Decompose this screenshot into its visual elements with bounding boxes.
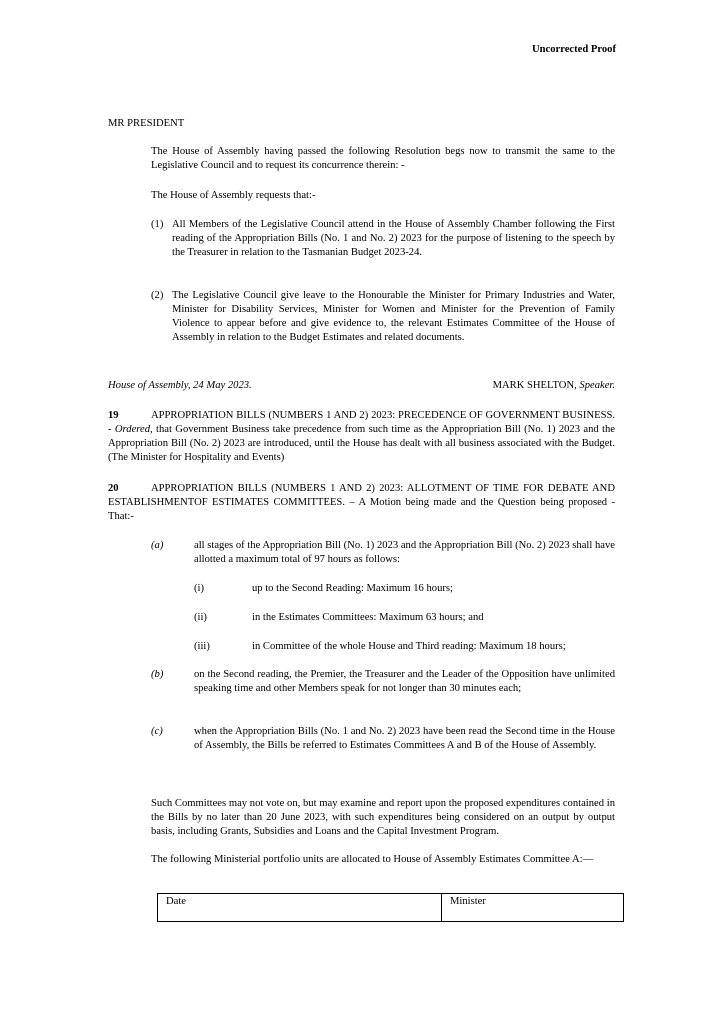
point-number: (iii) [194, 641, 210, 652]
ordered-label: Ordered, [114, 424, 153, 435]
item-20 [108, 482, 615, 524]
item-number: 19 [108, 410, 119, 421]
allocated-paragraph: The following Ministerial portfolio units are allocated to House of Assembly Estimates Committee A:— [151, 854, 594, 865]
sub-item-letter: (b) [151, 669, 164, 680]
item-number: 20 [108, 483, 119, 494]
item-title: APPROPRIATION BILLS (NUMBERS 1 AND 2) 2023: ALLOTMENT OF TIME FOR DEBATE AND ESTABLISHMENTOF ESTIMATES COMMITTEES. – A Motion being made and the Question being proposed - That:- [108, 483, 615, 522]
request-item-number: (2) [151, 290, 164, 301]
request-item-text: All Members of the Legislative Council attend in the House of Assembly Chamber following the First reading of the Appropriation Bills (No. 1 and No. 2) 2023 for the purpose of listening to the speech by the Treasurer in relation to the Tasmanian Budget 2023-24. [172, 219, 615, 258]
sub-item-letter: (c) [151, 726, 163, 737]
uncorrected-proof-label: Uncorrected Proof [531, 44, 616, 55]
table-header-date: Date [158, 894, 442, 921]
portfolio-table [157, 893, 624, 922]
sub-item-a [151, 539, 615, 567]
speaker-name: MARK SHELTON, [492, 380, 577, 391]
addressee: MR PRESIDENT [108, 118, 185, 129]
request-item-1 [151, 218, 615, 260]
sub-item-c [151, 725, 615, 753]
allotment-point-3 [194, 640, 615, 654]
sub-item-text: on the Second reading, the Premier, the Treasurer and the Leader of the Opposition have unlimited speaking time and other Members speak for not longer than 30 minutes each; [194, 669, 615, 694]
point-number: (i) [194, 583, 204, 594]
request-item-number: (1) [151, 219, 164, 230]
request-item-text: The Legislative Council give leave to the Honourable the Minister for Primary Industries and Water, Minister for Disability Services, Minister for Women and Minister for the Prevention of Family Violence to appear before and give evidence to, the relevant Estimates Committee of the House of Assembly in relation to the Budget Estimates and related documents. [172, 290, 615, 343]
item-19 [108, 409, 615, 465]
speaker-role: Speaker. [579, 380, 615, 391]
point-text: in Committee of the whole House and Third reading: Maximum 18 hours; [252, 641, 566, 652]
point-number: (ii) [194, 612, 207, 623]
message-intro: The House of Assembly having passed the following Resolution begs now to transmit the same to the Legislative Council and to request its concurrence therein: - [151, 146, 615, 171]
point-text: up to the Second Reading: Maximum 16 hours; [252, 583, 453, 594]
signoff-signature [493, 379, 615, 393]
sub-item-b [151, 668, 615, 696]
table-header-minister: Minister [450, 896, 486, 907]
committees-paragraph: Such Committees may not vote on, but may examine and report upon the proposed expenditures contained in the Bills by no later than 20 June 2023, with such expenditures being considered on an output by output basis, including Grants, Subsidies and Loans and the Capital Investment Program. [151, 798, 615, 837]
item-title: APPROPRIATION BILLS (NUMBERS 1 AND 2) 2023: PRECEDENCE OF GOVERNMENT BUSINESS. - [108, 410, 615, 435]
sub-item-text: when the Appropriation Bills (No. 1 and No. 2) 2023 have been read the Second time in the House of Assembly, the Bills be referred to Estimates Committees A and B of the House of Assembly. [194, 726, 615, 751]
sub-item-letter: (a) [151, 540, 164, 551]
item-text: that Government Business take precedence from such time as the Appropriation Bill (No. 1) 2023 and the Appropriation Bill (No. 2) 2023 are introduced, until the House has dealt with all business associated with the Budget. (The Minister for Hospitality and Events) [108, 424, 615, 463]
signoff [108, 379, 615, 393]
allotment-point-1 [194, 582, 615, 596]
point-text: in the Estimates Committees: Maximum 63 hours; and [252, 612, 484, 623]
request-item-2 [151, 289, 615, 345]
allotment-point-2 [194, 611, 615, 625]
sub-item-text: all stages of the Appropriation Bill (No. 1) 2023 and the Appropriation Bill (No. 2) 2023 shall have allotted a maximum total of 97 hours as follows: [194, 540, 615, 565]
signoff-place-date: House of Assembly, 24 May 2023. [108, 380, 252, 391]
requests-label: The House of Assembly requests that:- [151, 190, 316, 201]
